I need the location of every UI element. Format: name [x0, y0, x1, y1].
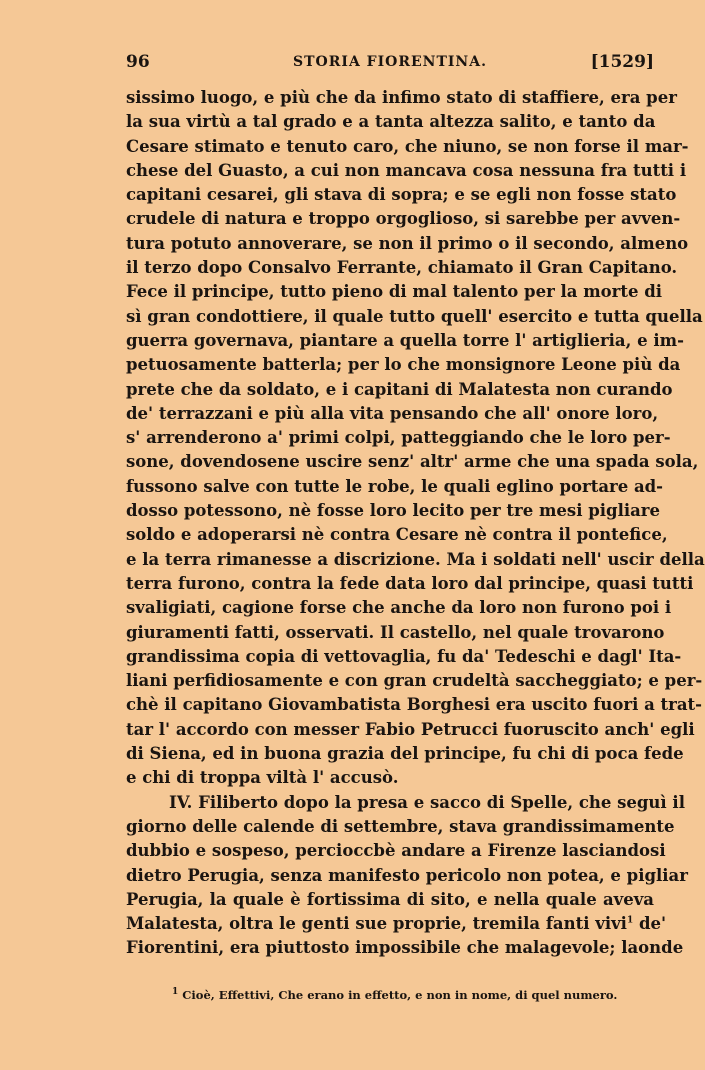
text-line: Fece il principe, tutto pieno di mal talento per la morte di	[126, 282, 663, 302]
text-line: sì gran condottiere, il quale tutto quell' esercito e tutta quella	[126, 306, 703, 326]
text-line: dietro Perugia, senza manifesto pericolo non potea, e pigliar	[126, 865, 688, 885]
text-line: fussono salve con tutte le robe, le quali eglino portare ad-	[126, 476, 664, 496]
text-line: tura potuto annoverare, se non il primo o il secondo, almeno	[126, 233, 689, 253]
section-start-line: IV. Filiberto dopo la presa e sacco di Spelle, che seguì il	[169, 792, 685, 812]
page-header	[126, 52, 654, 78]
text-line: e la terra rimanesse a discrizione. Ma i soldati nell' uscir della	[126, 549, 705, 569]
footnote-marker: 1	[172, 987, 179, 998]
text-line: capitani cesarei, gli stava di sopra; e se egli non fosse stato	[126, 185, 677, 205]
footnote-reference: 1	[626, 915, 634, 926]
text-line: sone, dovendosene uscire senz' altr' arme che una spada sola,	[126, 452, 699, 472]
text-line: chese del Guasto, a cui non mancava cosa nessuna fra tutti i	[126, 160, 687, 180]
line-text-tail: de'	[638, 914, 667, 934]
text-line: crudele di natura e troppo orgoglioso, si sarebbe per avven-	[126, 209, 681, 229]
text-line: soldo e adoperarsi nè contra Cesare nè contra il pontefice,	[126, 525, 668, 545]
text-line: terra furono, contra la fede data loro dal principe, quasi tutti	[126, 573, 694, 593]
text-line: svaligiati, cagione forse che anche da loro non furono poi i	[126, 598, 672, 618]
footnote	[172, 988, 654, 1002]
text-line: giuramenti fatti, osservati. Il castello, nel quale trovarono	[126, 622, 665, 642]
text-line: de' terrazzani e più alla vita pensando che all' onore loro,	[126, 403, 659, 423]
running-title: STORIA FIORENTINA.	[293, 54, 487, 70]
text-line: grandissima copia di vettovaglia, fu da' Tedeschi e dagl' Ita-	[126, 646, 682, 666]
text-line: prete che da soldato, e i capitani di Malatesta non curando	[126, 379, 673, 399]
text-line: s' arrenderono a' primi colpi, patteggiando che le loro per-	[126, 428, 671, 448]
text-line: tar l' accordo con messer Fabio Petrucci fuoruscito anch' egli	[126, 719, 695, 739]
text-line-with-footnote	[126, 912, 667, 936]
text-line: liani perfidiosamente e con gran crudeltà saccheggiato; e per-	[126, 671, 703, 691]
text-line: sissimo luogo, e più che da infimo stato di staffiere, era per	[126, 88, 677, 107]
text-line: guerra governava, piantare a quella torre l' artiglieria, e im-	[126, 330, 684, 350]
text-line: petuosamente batterla; per lo che monsignore Leone più da	[126, 355, 681, 375]
text-line: chè il capitano Giovambatista Borghesi era uscito fuori a trat-	[126, 695, 703, 715]
text-line: di Siena, ed in buona grazia del principe, fu chi di poca fede	[126, 744, 684, 764]
text-line: dosso potessono, nè fosse loro lecito per tre mesi pigliare	[126, 501, 660, 521]
year-tag: [1529]	[590, 52, 654, 72]
text-line: la sua virtù a tal grado e a tanta altezza salito, e tanto da	[126, 112, 656, 132]
text-line: Perugia, la quale è fortissima di sito, e nella quale aveva	[126, 889, 654, 909]
line-text: Malatesta, oltra le genti sue proprie, tremila fanti vivi	[126, 914, 627, 934]
paragraph-end-line: e chi di troppa viltà l' accusò.	[126, 768, 399, 788]
page-number: 96	[126, 52, 150, 72]
text-line: giorno delle calende di settembre, stava grandissimamente	[126, 816, 675, 836]
text-line: il terzo dopo Consalvo Ferrante, chiamato il Gran Capitano.	[126, 258, 678, 278]
text-line: Fiorentini, era piuttosto impossibile che malagevole; laonde	[126, 938, 684, 958]
text-line: dubbio e sospeso, percioccbè andare a Firenze lasciandosi	[126, 841, 666, 861]
footnote-text: Cioè, Effettivi, Che erano in effetto, e non in nome, di quel numero.	[182, 988, 618, 1002]
body-text	[126, 86, 705, 961]
text-line: Cesare stimato e tenuto caro, che niuno, se non forse il mar-	[126, 136, 689, 156]
